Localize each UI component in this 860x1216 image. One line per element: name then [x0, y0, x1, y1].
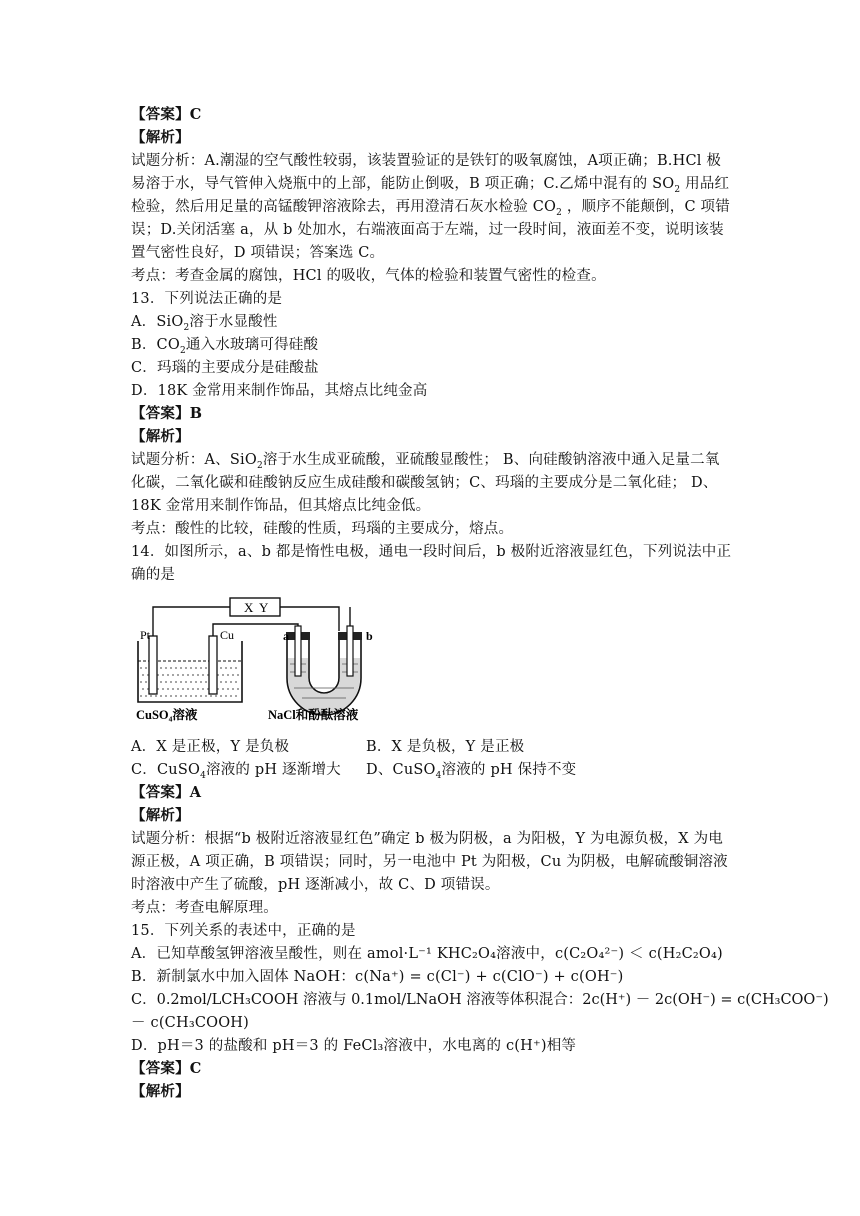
a-label: a — [283, 629, 289, 643]
q12-analysis-line-2: 易溶于水，导气管伸入烧瓶中的上部，能防止倒吸，B 项正确；C.乙烯中混有的 $SO_2$ 用品红 — [131, 176, 730, 195]
q12-answer: 【答案】C — [131, 106, 202, 123]
cu-label: Cu — [220, 628, 235, 642]
q14-analysis-line-1: 试题分析：根据“b 极附近溶液显红色”确定 b 极为阴极，a 为阳极，Y 为电源负极，X 为电 — [131, 831, 723, 847]
q14-answer: 【答案】A — [131, 784, 202, 801]
q13-analysis-line-2: 化碳，二氧化碳和硅酸钠反应生成硅酸和碳酸氢钠；C、玛瑙的主要成分是二氧化硅； D、 — [131, 475, 718, 491]
q12-analysis-line-1: 试题分析：A.潮湿的空气酸性较弱，该装置验证的是铁钉的吸氧腐蚀，A项正确；B.HCl 极 — [131, 153, 722, 169]
wire-x-pt — [153, 607, 230, 636]
q15-answer: 【答案】C — [131, 1060, 202, 1077]
q13-option-d: D．18K 金常用来制作饰品，其熔点比纯金高 — [131, 383, 428, 399]
left-caption: CuSO₄溶液 — [136, 708, 198, 722]
q13-stem: 13．下列说法正确的是 — [131, 291, 283, 307]
q12-analysis-label: 【解析】 — [131, 129, 190, 146]
wire-y-b — [280, 607, 339, 631]
q12-analysis-line-5: 置气密性良好，D 项错误；答案选 C。 — [131, 245, 385, 261]
q12-analysis-line-4: 误；D.关闭活塞 a，从 b 处加水，右端液面高于左端，过一段时间，液面差不变，说明该装 — [131, 222, 724, 238]
q13-point: 考点：酸性的比较，硅酸的性质，玛瑙的主要成分，熔点。 — [131, 521, 514, 537]
q15-analysis-label: 【解析】 — [131, 1083, 190, 1100]
power-source-box — [230, 598, 280, 616]
q14-point: 考点：考查电解原理。 — [131, 900, 278, 916]
q14-option-c: C．CuSO$_4$溶液的 pH 逐渐增大 — [131, 762, 341, 781]
q13-option-a: A．SiO$_2$溶于水显酸性 — [131, 314, 278, 333]
q14-analysis-line-3: 时溶液中产生了硫酸，pH 逐渐减小，故 C、D 项错误。 — [131, 877, 500, 893]
y-label: Y — [259, 600, 269, 615]
q15-option-b: B．新制氯水中加入固体 NaOH：c(Na⁺) = c(Cl⁻) + c(ClO⁻) + c(OH⁻) — [131, 969, 624, 985]
q14-options-row-2 — [131, 760, 741, 780]
q13-analysis-line-3: 18K 金常用来制作饰品，但其熔点比纯金低。 — [131, 498, 431, 514]
q14-analysis-line-2: 源正极，A 项正确，B 项错误；同时，另一电池中 Pt 为阳极，Cu 为阴极，电解硫酸铜溶液 — [131, 854, 728, 870]
q14-analysis-label: 【解析】 — [131, 807, 190, 824]
right-caption: NaCl和酚酞溶液 — [268, 708, 359, 722]
q13-analysis-label: 【解析】 — [131, 428, 190, 445]
q14-options-row-1 — [131, 737, 741, 757]
q14-option-a: A．X 是正极，Y 是负极 — [131, 739, 290, 755]
electrolysis-figure — [134, 596, 384, 724]
pt-label: Pt — [140, 628, 151, 642]
cu-electrode — [209, 636, 217, 694]
q13-option-c: C．玛瑙的主要成分是硅酸盐 — [131, 360, 319, 376]
q15-option-c-line-1: C．0.2mol/LCH₃COOH 溶液与 0.1mol/LNaOH 溶液等体积混合：2c(H⁺) － 2c(OH⁻) = c(CH₃COO⁻) — [131, 992, 829, 1008]
q14-stem-line-1: 14．如图所示，a、b 都是惰性电极，通电一段时间后，b 极附近溶液显红色，下列说法中正 — [131, 544, 732, 560]
q15-option-c-line-2: － c(CH₃COOH) — [131, 1015, 250, 1031]
q12-point: 考点：考查金属的腐蚀，HCl 的吸收，气体的检验和装置气密性的检查。 — [131, 268, 606, 284]
q14-option-d: D、CuSO$_4$溶液的 pH 保持不变 — [366, 762, 577, 781]
q13-answer: 【答案】B — [131, 405, 203, 422]
electrode-b — [347, 626, 353, 676]
q15-option-a: A．已知草酸氢钾溶液呈酸性，则在 amol·L⁻¹ KHC₂O₄溶液中，c(C₂O₄²⁻) ＜ c(H₂C₂O₄) — [131, 946, 723, 962]
q14-stem-line-2: 确的是 — [131, 567, 176, 583]
pt-electrode — [149, 636, 157, 694]
q13-analysis-line-1: 试题分析：A、SiO$_2$溶于水生成亚硫酸，亚硫酸显酸性； B、向硅酸钠溶液中通入足量二氧 — [131, 452, 720, 471]
q15-stem: 15．下列关系的表述中，正确的是 — [131, 923, 356, 939]
q13-option-b: B．$CO_2$通入水玻璃可得硅酸 — [131, 337, 319, 356]
q12-analysis-line-3: 检验，然后用足量的高锰酸钾溶液除去，再用澄清石灰水检验 $CO_2$ ，顺序不能颠倒，C 项错 — [131, 199, 730, 218]
u-tube-inner — [309, 636, 339, 693]
q15-option-d: D．pH＝3 的盐酸和 pH＝3 的 FeCl₃溶液中，水电离的 c(H⁺)相等 — [131, 1038, 577, 1054]
x-label: X — [244, 600, 254, 615]
electrode-a — [295, 626, 301, 676]
b-label: b — [366, 629, 373, 643]
q14-option-b: B．X 是负极，Y 是正极 — [366, 739, 525, 755]
